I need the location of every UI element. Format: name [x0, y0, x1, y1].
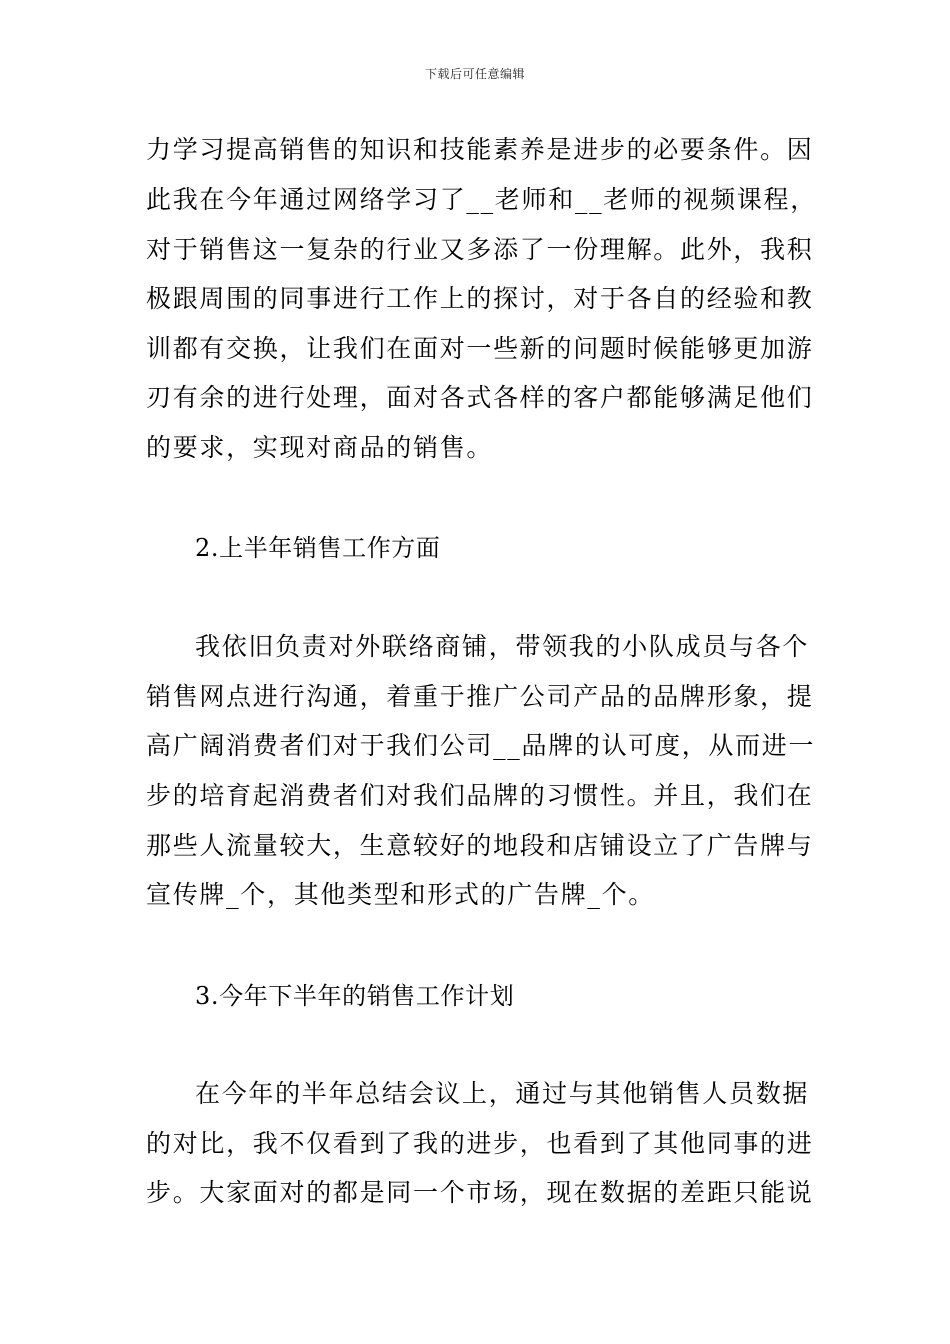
page-header: 下载后可任意编辑 [424, 67, 525, 81]
section-3-line-1: 在今年的半年总结会议上，通过与其他销售人员数据 [195, 1079, 810, 1108]
section-2-line-6: 宣传牌_个，其他类型和形式的广告牌_个。 [146, 880, 656, 909]
section-2-heading: 2.上半年销售工作方面 [195, 534, 441, 562]
section-3-heading: 3.今年下半年的销售工作计划 [195, 982, 515, 1010]
section-2-line-1: 我依旧负责对外联络商铺，带领我的小队成员与各个 [195, 632, 810, 661]
paragraph-1-line-7: 的要求，实现对商品的销售。 [146, 433, 494, 462]
section-2-line-2: 销售网点进行沟通，着重于推广公司产品的品牌形象，提 [146, 682, 814, 711]
section-3-line-2: 的对比，我不仅看到了我的进步，也看到了其他同事的进 [146, 1129, 814, 1158]
section-2-line-5: 那些人流量较大，生意较好的地段和店铺设立了广告牌与 [146, 831, 814, 860]
paragraph-1-line-1: 力学习提高销售的知识和技能素养是进步的必要条件。因 [146, 135, 814, 164]
paragraph-1-line-4: 极跟周围的同事进行工作上的探讨，对于各自的经验和教 [146, 284, 814, 313]
paragraph-1-line-2: 此我在今年通过网络学习了__老师和__老师的视频课程， [146, 185, 817, 214]
paragraph-1-line-3: 对于销售这一复杂的行业又多添了一份理解。此外，我积 [146, 235, 814, 264]
paragraph-1-line-6: 刃有余的进行处理，面对各式各样的客户都能够满足他们 [146, 383, 814, 412]
section-2-line-4: 步的培育起消费者们对我们品牌的习惯性。并且，我们在 [146, 781, 814, 810]
section-2-line-3: 高广阔消费者们对于我们公司__品牌的认可度，从而进一 [146, 731, 816, 760]
paragraph-1-line-5: 训都有交换，让我们在面对一些新的问题时候能够更加游 [146, 334, 814, 363]
section-3-line-3: 步。大家面对的都是同一个市场，现在数据的差距只能说 [146, 1178, 814, 1207]
